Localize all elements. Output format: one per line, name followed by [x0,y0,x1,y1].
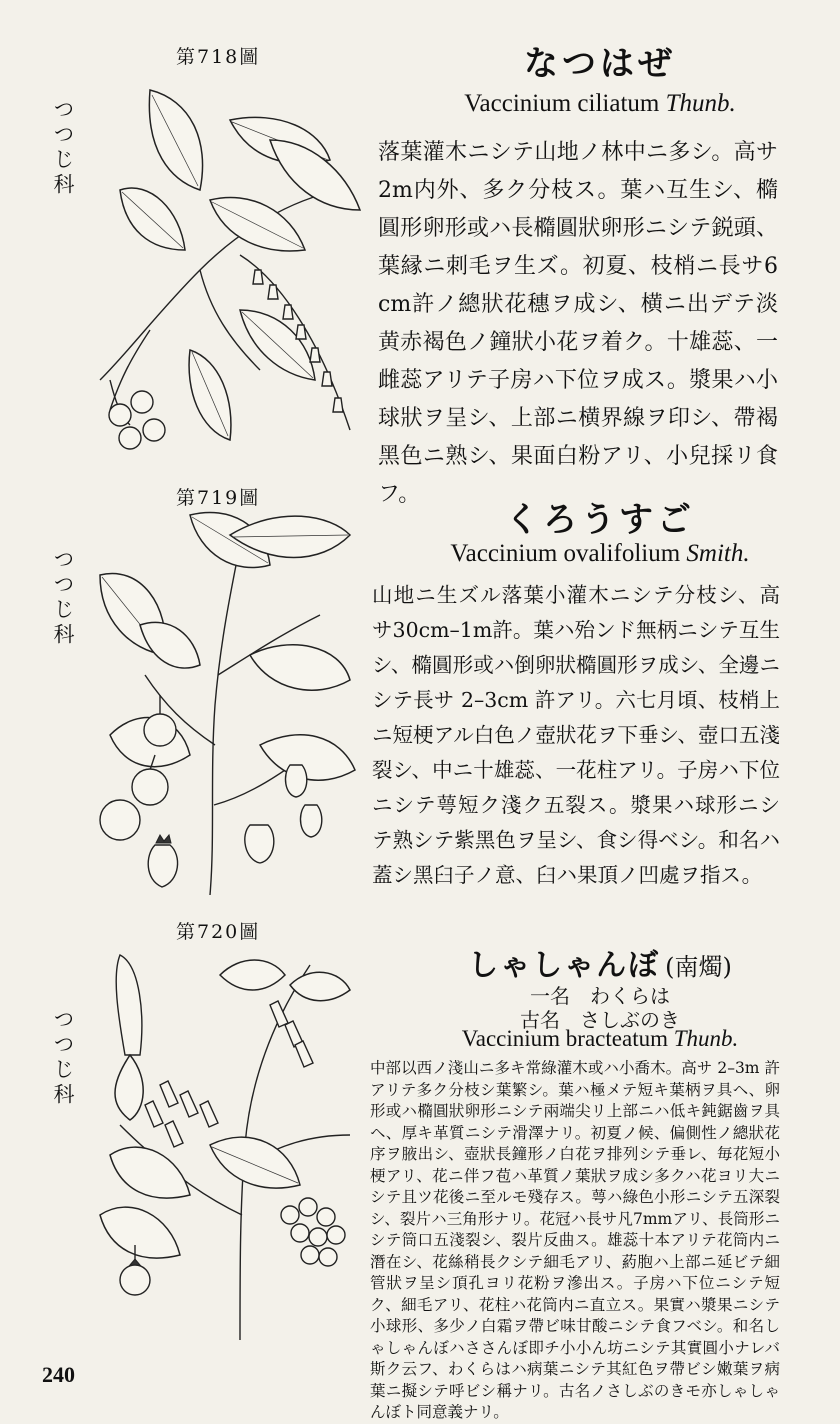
scientific-name-718 [380,90,820,118]
description-718: 落葉灌木ニシテ山地ノ林中ニ多シ。高サ2m内外、多ク分枝ス。葉ハ互生シ、橢圓形卵形或ハ長橢圓狀卵形ニシテ鋭頭、葉縁ニ刺毛ヲ生ズ。初夏、枝梢ニ長サ6cm許ノ總狀花穗ヲ成シ、横ニ出デテ淡黄赤褐色ノ鐘狀小花ヲ着ク。十雄蕊、一雌蕊アリテ子房ハ下位ヲ成ス。漿果ハ小球狀ヲ呈シ、上部ニ横界線ヲ印シ、帶褐黑色ニ熟シ、果面白粉アリ、小兒採リ食フ。 [378,140,778,507]
authority-720: Thunb. [673,1026,739,1051]
scientific-name-719 [380,540,820,568]
scientific-binomial-718: Vaccinium ciliatum [464,90,660,117]
figure-label-718: 第718圖 [176,46,261,68]
description-720: 中部以西ノ淺山ニ多キ常綠灌木或ハ小喬木。高サ 2–3m 許アリテ多ク分枝シ葉繁シ。葉ハ極メテ短キ葉柄ヲ具ヘ、卵形或ハ橢圓狀卵形ニシテ兩端尖リ上部ニハ低キ鈍鋸齒ヲ具ヘ、厚キ革質ニシテ滑澤ナリ。初夏ノ候、偏側性ノ總狀花序ヲ腋出シ、壺狀長鐘形ノ白花ヲ排列シテ垂レ、毎花短小梗アリ、花ニ伴フ苞ハ革質ノ葉狀ヲ成シ多クハ花ヨリ大ニシテ且ツ花後ニ至ルモ殘存ス。萼ハ綠色小形ニシテ五深裂シ、裂片ハ三角形ナリ。花冠ハ長サ凡7mmアリ、長筒形ニシテ筒口五淺裂シ、裂片反曲ス。雄蕊十本アリテ花筒内ニ潛在シ、花絲稍長クシテ細毛アリ、葯胞ハ上部ニ延ビテ細管狀ヲ呈シ頂孔ヨリ花粉ヲ滲出ス。子房ハ下位ニシテ短ク、細毛アリ、花柱ハ花筒内ニ直立ス。果實ハ漿果ニシテ小球形、多少ノ白霜ヲ帶ビ味甘酸ニシテ食フベシ。和名しゃしゃんぼハささんぼ即チ小小ん坊ニシテ其實圓小ナレバ斯ク云フ、わくらはハ病葉ニシテ其紅色ヲ帶ビシ嫩葉ヲ病葉ニ擬シテ呼ビシ稱ナリ。古名ノさしぶのきモ亦しゃしゃんぼト同意義ナリ。 [370,1059,780,1421]
scientific-name-720 [380,1026,820,1052]
illustration-natsuhaze [90,80,370,460]
family-label-718: つつじ科 [51,98,75,198]
family-label-720: つつじ科 [51,1008,75,1108]
alias-sashibunoki: 古名 さしぶのき [520,1008,680,1032]
description-719: 山地ニ生ズル落葉小灌木ニシテ分枝シ、高サ30cm–1m許。葉ハ殆ンド無柄ニシテ互生シ、橢圓形或ハ倒卵狀橢圓形ヲ成シ、全邊ニシテ長サ 2–3cm 許アリ。六七月頃、枝梢上ニ短梗アル白色ノ壺狀花ヲ下垂シ、壺口五淺裂シ、中ニ十雄蕊、一花柱アリ。子房ハ下位ニシテ萼短ク淺ク五裂ス。漿果ハ球形ニシテ熟シテ紫黑色ヲ呈シ、食シ得ベシ。和名ハ蓋シ黑臼子ノ意、臼ハ果頂ノ凹處ヲ指ス。 [372,583,781,887]
figure-label-720: 第720圖 [176,921,261,943]
japanese-name-718: なつはぜ [524,44,676,84]
japanese-name-720: しゃしゃんぼ [468,948,661,983]
japanese-name-719: くろうすご [505,500,695,540]
page-number: 240 [42,1362,75,1387]
scientific-binomial-720: Vaccinium bracteatum [461,1026,668,1051]
scientific-binomial-719: Vaccinium ovalifolium [450,540,681,567]
authority-718: Thunb. [665,90,736,117]
japanese-name-row-720 [380,940,820,984]
authority-719: Smith. [686,540,750,567]
illustration-shashanbo [90,945,370,1345]
family-label-719: つつじ科 [51,548,75,648]
japanese-name-kanji-720: (南燭) [665,953,732,981]
illustration-kurousugo [90,505,370,900]
alias-wakuraha: 一名 わくらは [530,984,670,1008]
figure-label-719: 第719圖 [176,487,261,509]
